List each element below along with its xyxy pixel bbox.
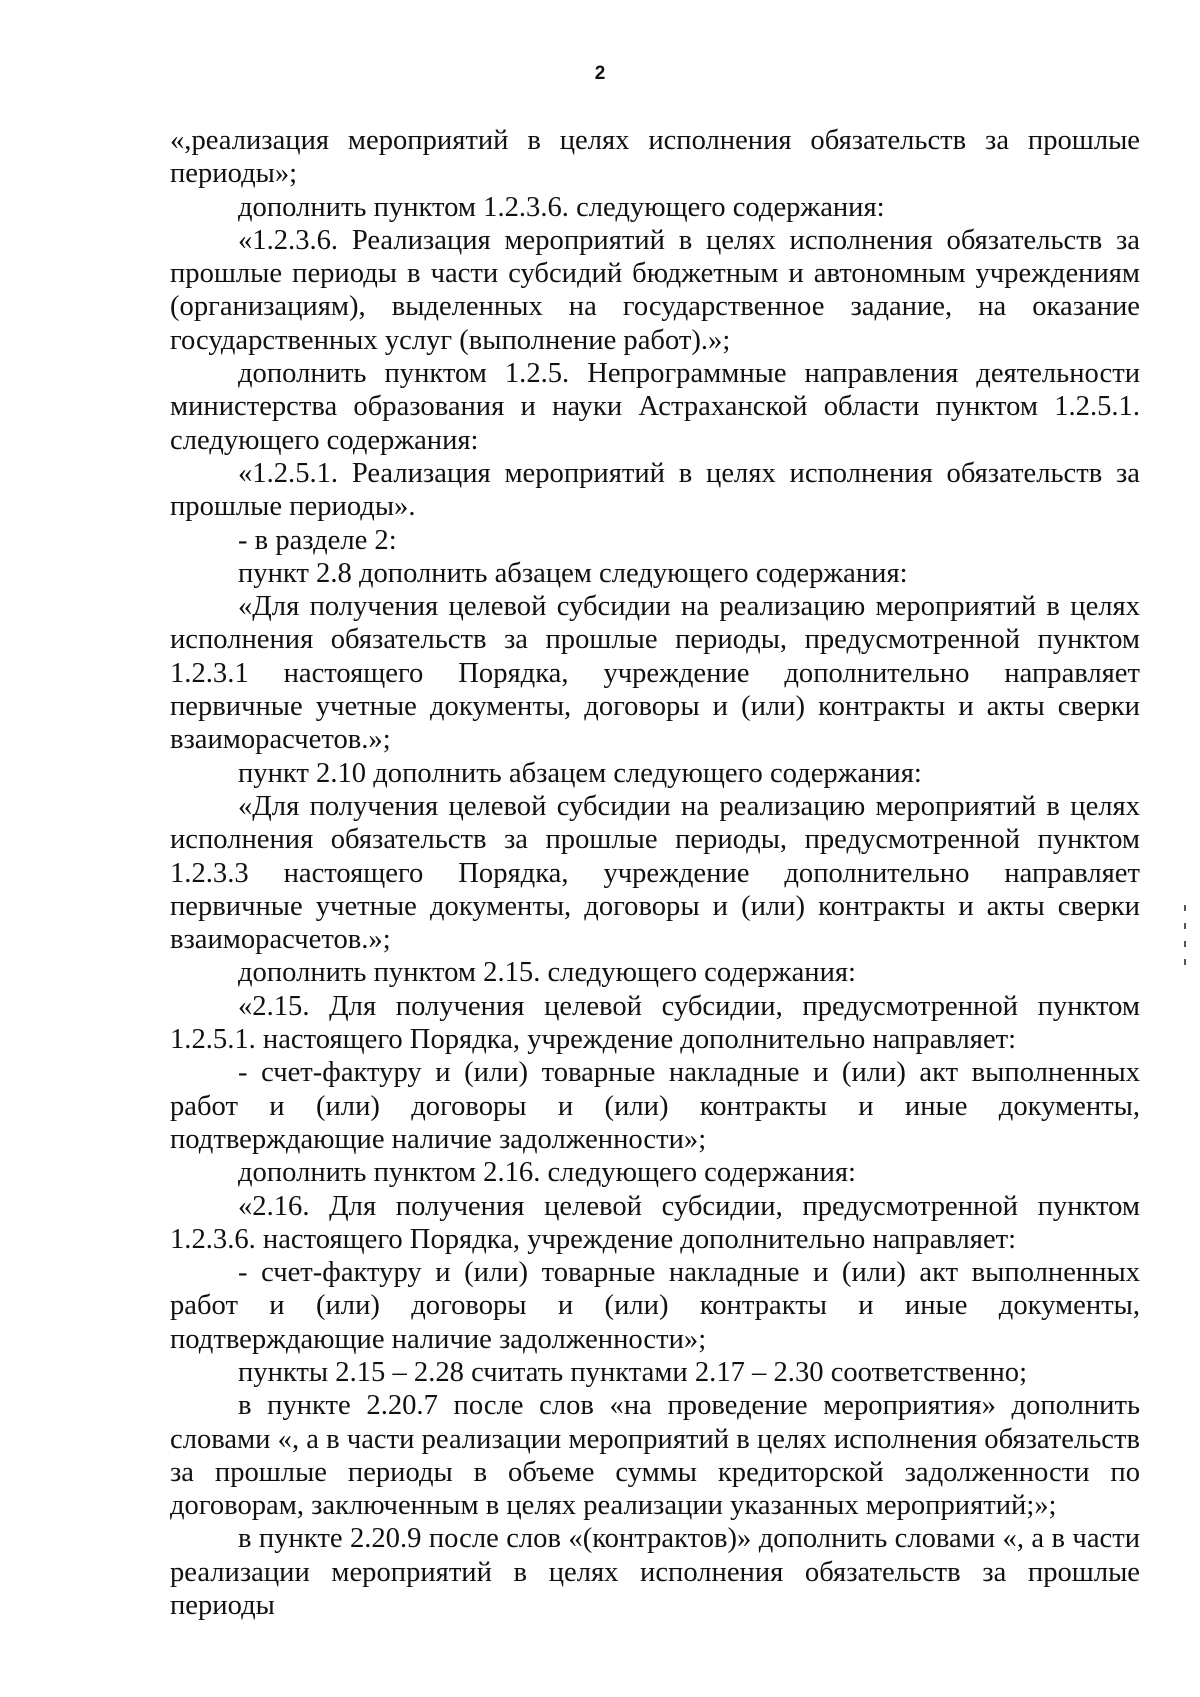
paragraph: дополнить пунктом 1.2.3.6. следующего содержания:: [238, 191, 885, 223]
paragraph: «1.2.3.6. Реализация мероприятий в целях исполнения обязательств за прошлые периоды в части субсидий бюджетным и автономным учреждениям (организациям), выделенных на государственное задание, на оказание государственных услуг (выполнение работ).»;: [170, 224, 1140, 356]
page-number: 2: [594, 63, 606, 84]
paragraph: - счет-фактуру и (или) товарные накладные и (или) акт выполненных работ и (или) договоры и (или) контракты и иные документы, подтверждающие наличие задолженности»;: [170, 1057, 1140, 1155]
paragraph: «2.15. Для получения целевой субсидии, предусмотренной пунктом 1.2.5.1. настоящего Порядка, учреждение дополнительно направляет:: [170, 990, 1140, 1056]
paragraph: дополнить пунктом 2.15. следующего содержания:: [238, 957, 856, 989]
paragraph: - счет-фактуру и (или) товарные накладные и (или) акт выполненных работ и (или) договоры и (или) контракты и иные документы, подтверждающие наличие задолженности»;: [170, 1257, 1140, 1355]
paragraph: в пункте 2.20.9 после слов «(контрактов)» дополнить словами «, а в части реализации мероприятий в целях исполнения обязательств за прошлые периоды: [170, 1523, 1140, 1622]
paragraph: пункт 2.10 дополнить абзацем следующего содержания:: [238, 757, 922, 789]
paragraph: «2.16. Для получения целевой субсидии, предусмотренной пунктом 1.2.3.6. настоящего Порядка, учреждение дополнительно направляет:: [170, 1190, 1140, 1255]
paragraph: в пункте 2.20.7 после слов «на проведение мероприятия» дополнить словами «, а в части реализации мероприятий в целях исполнения обязательств за прошлые периоды в объеме суммы кредиторской задолженности по договорам, заключенным в целях реализации указанных мероприятий;»;: [170, 1390, 1140, 1522]
paragraph: пункты 2.15 – 2.28 считать пунктами 2.17 – 2.30 соответственно;: [238, 1356, 1028, 1388]
paragraph: - в разделе 2:: [238, 524, 397, 556]
paragraph: дополнить пунктом 2.16. следующего содержания:: [238, 1157, 856, 1189]
paragraph: пункт 2.8 дополнить абзацем следующего содержания:: [238, 557, 908, 589]
paragraph: «1.2.5.1. Реализация мероприятий в целях исполнения обязательств за прошлые периоды».: [170, 457, 1140, 523]
document-body: [170, 124, 1140, 1622]
scan-artifact-marks: [1184, 905, 1187, 975]
paragraph: «,реализация мероприятий в целях исполнения обязательств за прошлые периоды»;: [170, 125, 1140, 190]
paragraph: дополнить пунктом 1.2.5. Непрограммные направления деятельности министерства образования и науки Астраханской области пунктом 1.2.5.1. следующего содержания:: [170, 358, 1140, 456]
paragraph: «Для получения целевой субсидии на реализацию мероприятий в целях исполнения обязательств за прошлые периоды, предусмотренной пунктом 1.2.3.1 настоящего Порядка, учреждение дополнительно направляет первичные учетные документы, договоры и (или) контракты и акты сверки взаиморасчетов.»;: [170, 591, 1140, 756]
paragraph: «Для получения целевой субсидии на реализацию мероприятий в целях исполнения обязательств за прошлые периоды, предусмотренной пунктом 1.2.3.3 настоящего Порядка, учреждение дополнительно направляет первичные учетные документы, договоры и (или) контракты и акты сверки взаиморасчетов.»;: [170, 790, 1140, 956]
